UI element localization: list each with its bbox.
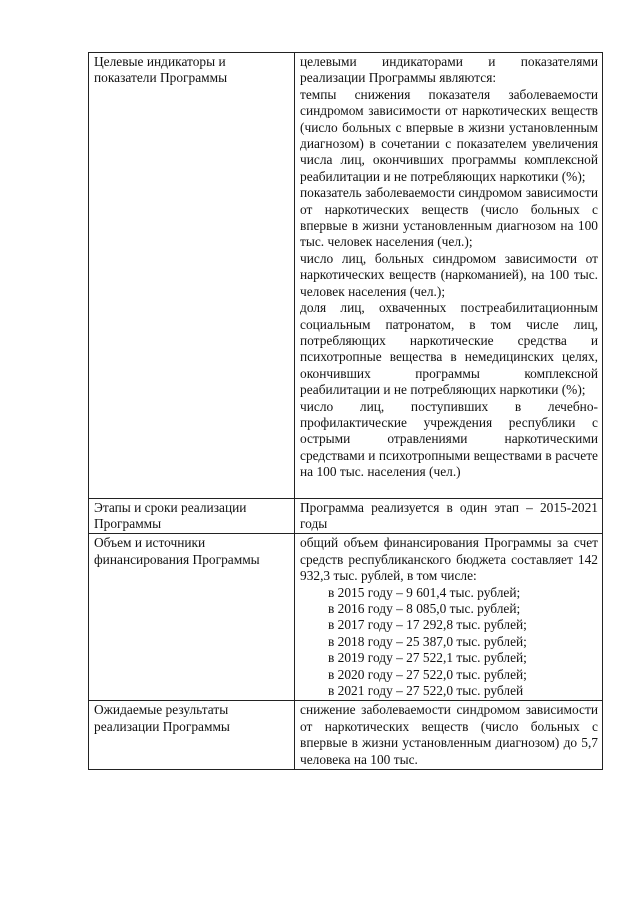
table-row [89, 498, 603, 534]
list-item: в 2018 году – 25 387,0 тыс. рублей; [328, 633, 527, 649]
row-label: Целевые индикаторы и показатели Программы [89, 53, 295, 499]
list-item: в 2020 году – 27 522,0 тыс. рублей; [328, 666, 527, 682]
table-row [89, 701, 603, 770]
funding-years-list [300, 585, 598, 700]
paragraph: показатель заболеваемости синдромом зависимости от наркотических веществ (число больных с впервые в жизни установленным диагнозом на 100 тыс. человек населения (чел.); [300, 185, 598, 250]
list-item: в 2015 году – 9 601,4 тыс. рублей; [328, 584, 521, 600]
paragraph: доля лиц, охваченных постреабилитационным социальным патронатом, в том числе лиц, потребляющих наркотические средства и психотропные вещества в немедицинских целях, окончивших программы комплексной реабилитации и не потребляющих наркотики (%); [300, 300, 598, 398]
row-content [295, 534, 603, 701]
row-label: Ожидаемые результаты реализации Программы [89, 701, 295, 770]
funding-intro: общий объем финансирования Программы за счет средств республиканского бюджета составляет 142 932,3 тыс. рублей, в том числе: [300, 535, 598, 584]
table-row [89, 53, 603, 499]
paragraph: снижение заболеваемости синдромом зависимости от наркотических веществ (число больных с впервые в жизни установленным диагнозом) до 5,7 человека на 100 тыс. [300, 702, 598, 767]
paragraph: темпы снижения показателя заболеваемости синдромом зависимости от наркотических веществ (число больных с впервые в жизни установленным диагнозом) в сочетании с показателем увеличения числа лиц, окончивших программы комплексной реабилитации и не потребляющих наркотики (%); [300, 86, 598, 184]
blank-line [300, 481, 598, 497]
row-content [295, 701, 603, 770]
table-row [89, 534, 603, 701]
list-item: в 2021 году – 27 522,0 тыс. рублей [328, 683, 524, 699]
paragraph: целевыми индикаторами и показателями реализации Программы являются: [300, 54, 598, 86]
paragraph: число лиц, больных синдромом зависимости от наркотических веществ (наркоманией), на 100 тыс. человек населения (чел.); [300, 250, 598, 299]
row-label: Этапы и сроки реализации Программы [89, 498, 295, 534]
list-item: в 2016 году – 8 085,0 тыс. рублей; [328, 601, 521, 616]
list-item: в 2019 году – 27 522,1 тыс. рублей; [328, 650, 527, 666]
paragraph: число лиц, поступивших в лечебно-профилактические учреждения республики с острыми отравлениями наркотическими средствами и психотропными веществами в расчете на 100 тыс. населения (чел.) [300, 398, 598, 480]
row-label: Объем и источники финансирования Программы [89, 534, 295, 701]
row-content [295, 498, 603, 534]
list-item: в 2017 году – 17 292,8 тыс. рублей; [328, 617, 527, 633]
program-passport-table [88, 52, 603, 770]
row-content [295, 53, 603, 499]
paragraph: Программа реализуется в один этап – 2015-2021 годы [300, 499, 598, 531]
